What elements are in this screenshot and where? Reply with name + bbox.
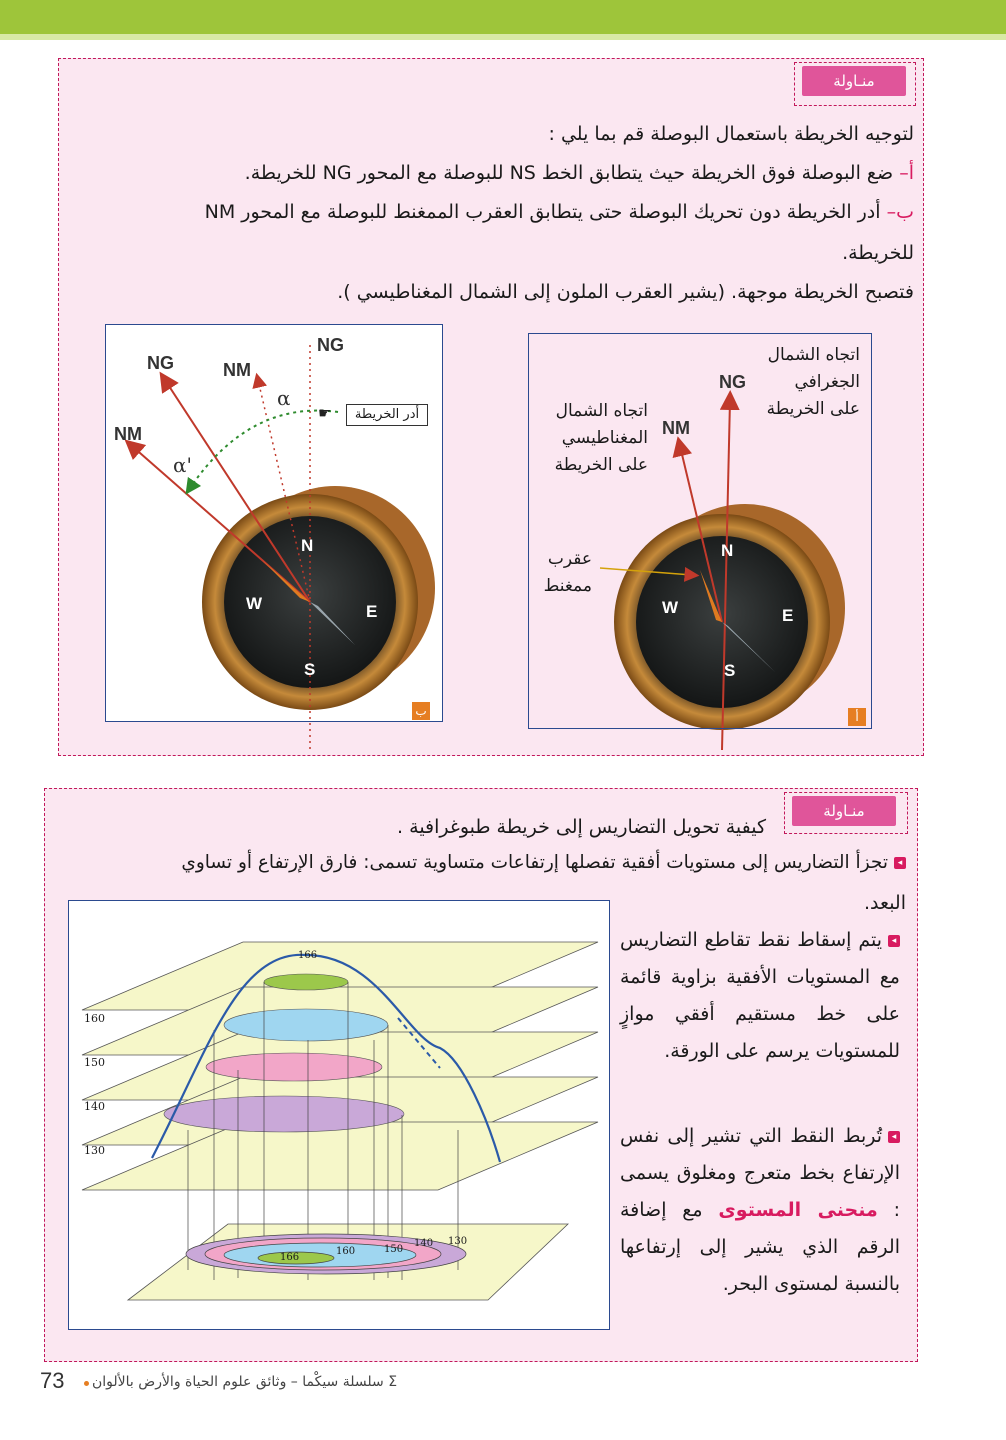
bullet-3-icon: ◂ [888,1131,900,1143]
compass-b-e: E [366,602,378,621]
section-160 [224,1009,388,1041]
fig-b-nm-left: NM [114,424,142,444]
step-a-marker: أ– [899,162,914,184]
level-label-150: 150 [84,1056,105,1069]
activity-tag-2: منـاولة [792,796,896,826]
geo-north-label [730,342,860,423]
map-label-160: 160 [336,1246,356,1257]
compass-a-e: E [782,606,794,625]
geo-north-line-2: الجغرافي [794,372,860,392]
section-140 [164,1096,404,1132]
footer-text: Σ سلسلة سيكْما – وثائق علوم الحياة والأرض بالألوان [92,1374,398,1390]
map-label-150: 150 [384,1244,404,1255]
needle-label [512,546,592,600]
fig-b-alpha-prime: α' [173,453,193,477]
fig-b-alpha: α [277,386,291,410]
needle-line-2: ممغنط [543,576,592,596]
activity-tag-1: منـاولة [802,66,906,96]
step-b-marker: ب– [886,201,914,223]
level-label-140: 140 [84,1100,105,1113]
geo-north-line-1: اتجاه الشمال [767,345,860,365]
bullet-2-text: يتم إسقاط نقط تقاطع التضاريس مع المستويات الأفقية بزاوية قائمة على خط مستقيم أفقي موازٍ للمستويات يرسم على الورقة. [620,929,900,1062]
level-label-166: 166 [298,950,318,961]
bullet-2-icon: ◂ [888,935,900,947]
level-label-160: 160 [84,1012,105,1025]
figure-b-rotation-arc [190,411,338,488]
level-label-130: 130 [84,1144,105,1157]
needle-line-1: عقرب [547,549,592,569]
compass-b-n: N [301,536,314,555]
bullet-3-text-2: مع إضافة الرقم الذي يشير إلى إرتفاعها بالنسبة لمستوى البحر. [620,1199,900,1295]
bullet-1 [181,848,906,878]
section-150 [206,1053,382,1081]
bullet-1-icon: ◂ [894,857,906,869]
figure-b-badge: ب [412,702,430,720]
mag-north-line-3: على الخريطة [554,455,648,475]
compass-a-n: N [721,541,734,560]
bullet-2 [620,922,900,1070]
intro-text: لتوجيه الخريطة باستعمال البوصلة قم بما يلي : [548,123,914,145]
compass-b-s: S [304,660,316,679]
fig-b-ng-left: NG [147,353,174,373]
geo-north-line-3: على الخريطة [766,399,860,419]
topo-figure-drawing [68,900,608,1328]
mag-north-line-1: اتجاه الشمال [555,401,648,421]
bullet-3-text-1: تُربط النقط التي تشير إلى نفس الإرتفاع بخط متعرج ومغلوق يسمى : [620,1125,900,1221]
bullet-3 [620,1118,900,1303]
section2-title: كيفية تحويل التضاريس إلى خريطة طبوغرافية . [397,816,766,838]
bullet-1-cont: البعد. [864,892,906,914]
fig-b-nm-mid: NM [223,360,251,380]
fig-a-ng: NG [719,372,746,392]
footer-dot-icon [84,1381,89,1386]
map-label-130: 130 [448,1236,468,1247]
mag-north-line-2: المغناطيسي [561,428,648,448]
compass-b-w: W [246,594,263,613]
map-label-166: 166 [280,1252,300,1263]
hand-pointer-icon: ☛ [318,404,332,422]
fig-b-ng-right: NG [317,335,344,355]
step-a-text: ضع البوصلة فوق الخريطة حيث يتطابق الخط NS للبوصلة مع المحور NG للخريطة. [244,162,894,184]
step-b-text: أدر الخريطة دون تحريك البوصلة حتى يتطابق العقرب الممغنط للبوصلة مع المحور NM [204,201,881,223]
bullet-3-term: منحنى المستوى [718,1199,878,1221]
compass-a-w: W [662,598,679,617]
rotate-map-label: أدر الخريطة [346,404,428,426]
step-b-continued: للخريطة. [842,242,914,264]
section-166 [264,974,348,990]
compass-a-s: S [724,661,736,680]
page-number: 73 [40,1368,65,1393]
fig-a-nm: NM [662,418,690,438]
figure-a-badge: أ [848,708,866,726]
mag-north-label [528,398,648,479]
map-label-140: 140 [414,1238,434,1249]
bullet-1-text: تجزأ التضاريس إلى مستويات أفقية تفصلها إرتفاعات متساوية تسمى: فارق الإرتفاع أو تساوي [181,852,888,873]
result-text: فتصبح الخريطة موجهة. (يشير العقرب الملون إلى الشمال المغناطيسي ). [337,281,914,303]
